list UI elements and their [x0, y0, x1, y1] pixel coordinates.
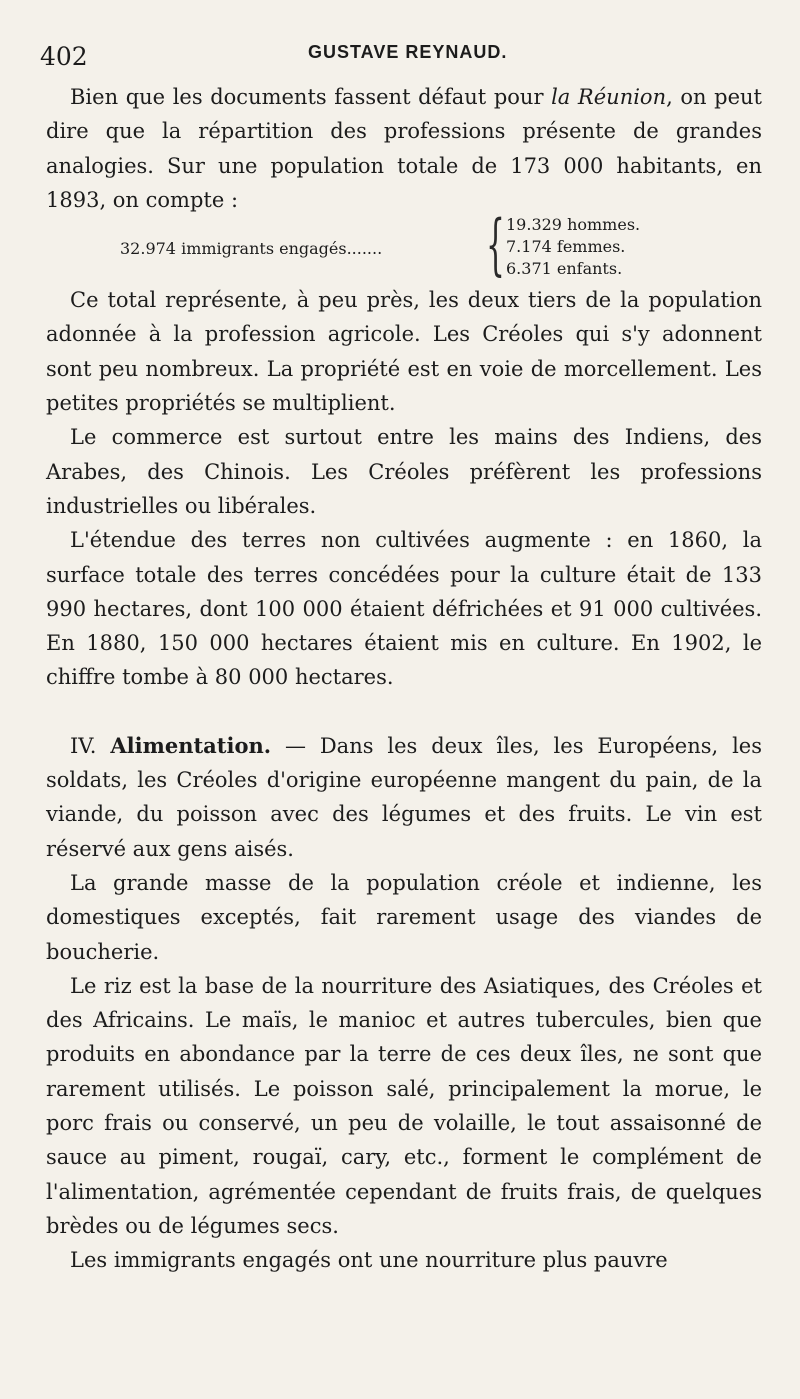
running-title: GUSTAVE REYNAUD.: [308, 42, 508, 62]
immigrants-row-men: 19.329 hommes.: [506, 215, 641, 235]
immigrants-rows: [506, 214, 640, 280]
page-number: 402: [40, 42, 88, 71]
paragraph-6: La grande masse de la population créole et indienne, les domestiques exceptés, fait rarement usage des viandes de boucherie.: [46, 870, 762, 964]
page-header: [30, 40, 770, 80]
page-body: [46, 80, 762, 1278]
section-heading: Alimentation.: [110, 732, 272, 758]
section-text: — Dans les deux îles, les Européens, les soldats, les Créoles d'origine européenne mangent du pain, de la viande, du poisson avec des légumes et des fruits. Le vin est réservé aux gens aisés.: [46, 733, 762, 861]
paragraph-3: Le commerce est surtout entre les mains des Indiens, des Arabes, des Chinois. Les Créoles préfèrent les professions industrielles ou libérales.: [46, 425, 762, 518]
section-iv-paragraph: [46, 729, 762, 866]
brace-icon: {: [486, 206, 505, 284]
immigrants-breakdown: [46, 206, 762, 284]
paragraph-1: Bien que les documents fassent défaut pour la Réunion, on peut dire que la répartition des professions présente de grandes analogies. Sur une population totale de 173 000 habitants, en 1893, on compte :: [46, 85, 762, 212]
section-number: IV.: [70, 733, 97, 758]
paragraph-4: L'étendue des terres non cultivées augmente : en 1860, la surface totale des terres concédées pour la culture était de 133 990 hectares, dont 100 000 étaient défrichées et 91 000 cultivées. En 1880, 150 000 hectares étaient mis en culture. En 1902, le chiffre tombe à 80 000 hectares.: [46, 528, 762, 690]
place-name: la Réunion: [551, 85, 667, 109]
immigrants-total: 32.974 immigrants engagés.......: [120, 239, 383, 259]
immigrants-row-children: 6.371 enfants.: [506, 259, 623, 279]
paragraph-7: Le riz est la base de la nourriture des Asiatiques, des Créoles et des Africains. Le maïs, le manioc et autres tubercules, bien que produits en abondance par la terre de ces deux îles, ne sont que rarement utilisés. Le poisson salé, principalement la morue, le porc frais ou conservé, un peu de volaille, le tout assaisonné de sauce au piment, rougaï, cary, etc., forment le complément de l'alimentation, agrémentée cependant de fruits frais, de quelques brèdes ou de légumes secs.: [46, 973, 762, 1238]
immigrants-row-women: 7.174 femmes.: [506, 237, 626, 257]
paragraph-2: Ce total représente, à peu près, les deux tiers de la population adonnée à la profession agricole. Les Créoles qui s'y adonnent sont peu nombreux. La propriété est en voie de morcellement. Les petites propriétés se multiplient.: [46, 288, 762, 416]
paragraph-8: Les immigrants engagés ont une nourriture plus pauvre: [70, 1248, 668, 1273]
